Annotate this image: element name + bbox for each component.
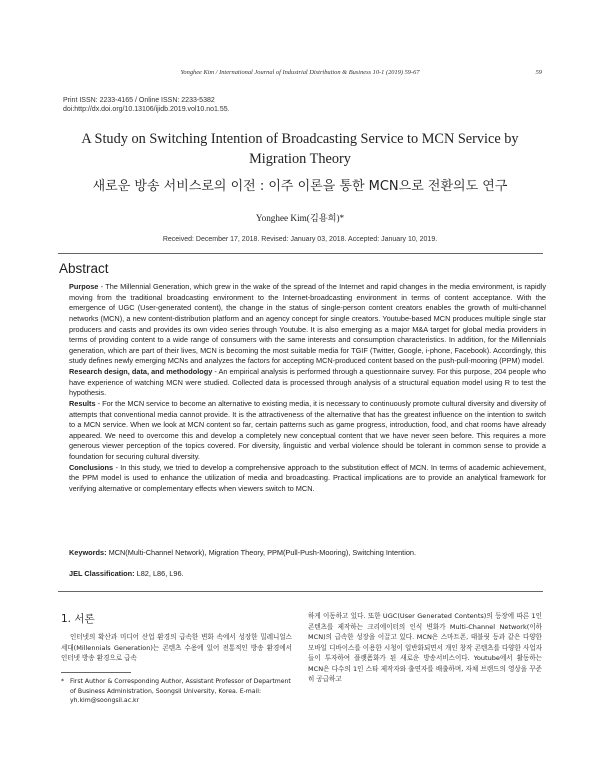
abstract-purpose	[69, 282, 546, 367]
intro-right-column	[308, 611, 542, 685]
conclusions-text: - In this study, we tried to develop a comprehensive approach to the substitution effect of MCN. In terms of academic achievement, the PPM model is used to enhance the utilization of media and broadcasting. Practical implications are to provide an analytical framework for verifying alternative or complementary effects when viewers switch to MCN.	[69, 462, 546, 493]
intro-paragraph-continued: 하게 이동하고 있다. 또한 UGC(User Generated Contents)의 등장에 따른 1인 콘텐츠를 제작하는 크리에이터의 인식 변화가 Multi-Channel Network(이하 MCN)의 급속한 성장을 이끌고 있다. MCN은 스마트폰, 태블릿 등과 같은 다양한 모바일 디바이스를 이용한 시청이 일반화되면서 개인 창작 콘텐츠를 다양한 사업자들이 투자하여 플랫폼화가 된 새로운 방송서비스이다. Youtube에서 활동하는 MCN은 다수의 1인 스타 제작자와 출연자를 배출하며, 자체 브랜드의 영상을 꾸준히 공급하고	[308, 612, 542, 683]
jel-text: L82, L86, L96.	[134, 569, 184, 578]
paper-title-korean: 새로운 방송 서비스로의 이전 : 이주 이론을 통한 MCN으로 전환의도 연구	[92, 179, 508, 194]
footnote-mark: *	[61, 678, 65, 685]
received-dates: Received: December 17, 2018. Revised: January 03, 2018. Accepted: January 10, 2019.	[162, 236, 438, 243]
doi-line[interactable]: doi:http://dx.doi.org/10.13106/ijidb.2019.vol10.no1.55.	[63, 106, 230, 113]
issn-line: Print ISSN: 2233-4165 / Online ISSN: 2233-5382	[63, 97, 215, 104]
jel-label: JEL Classification:	[69, 569, 135, 578]
conclusions-label: Conclusions	[69, 462, 114, 472]
keywords-label: Keywords:	[69, 548, 107, 557]
design-label: Research design, data, and methodology	[69, 367, 213, 376]
design-text: - An empirical analysis is performed through a questionnaire survey. For this purpose, 204 people who have experience of watching MCN were studied. Collected data is processed through analysis of a structural equation model using R to test the hypothesis.	[69, 367, 546, 398]
intro-left-column	[61, 632, 292, 664]
paper-title-english: A Study on Switching Intention of Broadcasting Service to MCN Service by Migration Theory	[81, 131, 519, 167]
abstract-design	[69, 367, 546, 399]
author-name: Yonghee Kim(김용희)*	[255, 213, 345, 223]
purpose-label: Purpose	[69, 282, 99, 291]
page-number: 59	[535, 69, 542, 76]
results-label: Results	[69, 398, 96, 408]
bottom-divider	[58, 591, 543, 592]
intro-paragraph: 인터넷의 확산과 미디어 산업 환경의 급속한 변화 속에서 성장한 밀레니얼스 세대(Millennials Generation)는 콘텐츠 수용에 있어 전통적인 방송 환경에서 인터넷 방송 환경으로 급속	[61, 633, 292, 662]
abstract-results	[69, 399, 546, 463]
keywords	[69, 548, 546, 558]
results-text: - For the MCN service to become an alternative to existing media, it is necessary to continuously promote cultural diversity and diversity of attempts that conventional media cannot provide. It is the attractiveness of the alternative that has the greatest influence on the intention to switch to a MCN service. When we look at MCN content so far, certain patterns such as game progress, introduction, food, and chat rooms have already appeared. We need to overcome this and develop a completely new conceptual content that we have never seen before. This requires a more generous viewer perception of the topics covered. For diversity, linguistic and verbal violence should be tolerant in common sense to provide a foundation for securing cultural diversity.	[69, 398, 546, 461]
keywords-text: MCN(Multi-Channel Network), Migration Theory, PPM(Pull-Push-Mooring), Switching Intention.	[106, 548, 417, 557]
top-divider	[58, 253, 543, 254]
section-title: 1. 서론	[61, 613, 95, 625]
footnote-rule	[61, 672, 131, 673]
purpose-text: - The Millennial Generation, which grew in the wake of the spread of the Internet and rapid changes in the media environment, is rapidly moving from the traditional broadcasting environment to the Internet-broadcasting environment in terms of content acceptance. With the emergence of UGC (User-generated content), the change in the status of single-person content creators enables the growth of multi-channel networks (MCN), a new content-distribution platform and an agency concept for single creators. Youtube-based MCN produces multiple single star producers and casts and provides its own video series through Youtube. It is also emerging as a major M&A target for global media providers in terms of providing content to a wide range of consumers with the same interests and consumption characteristics. In addition, for the Millennials generation, which are part of their lives, MCN is becoming the most suitable media for TGIF (Twitter, Google, i-phone, Facebook). Accordingly, this study defines newly emerging MCNs and analyzes the factors for accepting MCN-produced content based on the push-pull-mooring (PPM) model.	[69, 282, 546, 366]
abstract-heading: Abstract	[59, 261, 109, 276]
running-head-text: Yonghee Kim / International Journal of Industrial Distribution & Business 10-1 (2019) 59-67	[180, 69, 420, 76]
footnote-text: First Author & Corresponding Author, Assistant Professor of Department of Business Administration, Soongsil University, Korea. E-mail: yh.kim@soongsil.ac.kr	[70, 678, 291, 705]
issn-block	[63, 96, 230, 114]
abstract-conclusions	[69, 463, 546, 495]
abstract-body	[69, 282, 546, 495]
jel-classification	[69, 569, 546, 579]
